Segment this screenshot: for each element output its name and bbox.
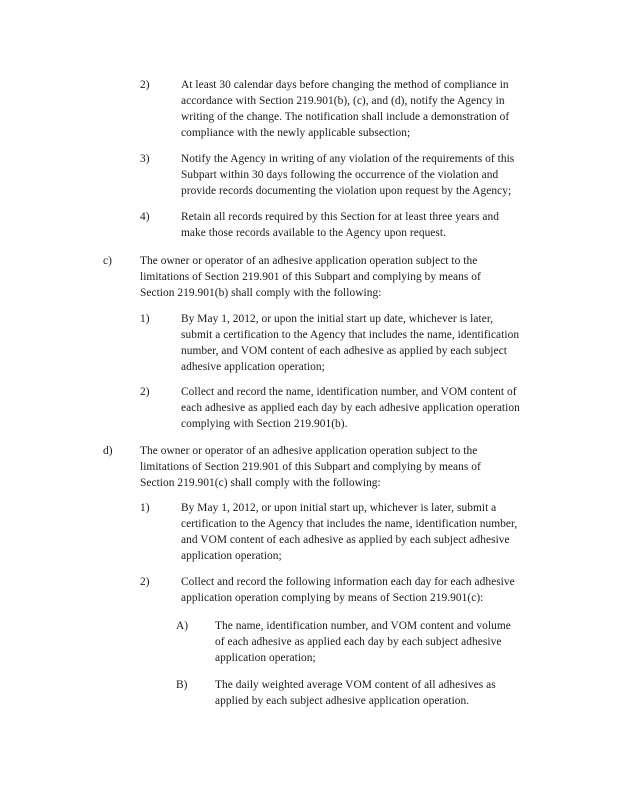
text-line: and VOM content of each adhesive as applied by each subject adhesive (181, 534, 510, 546)
item-marker: c) (103, 255, 112, 267)
text-line: limitations of Section 219.901 of this Subpart and complying by means of (140, 461, 481, 473)
item-text (181, 500, 517, 564)
text-line: make those records available to the Agency upon request. (181, 227, 447, 239)
item-text (181, 77, 509, 141)
item-text (181, 311, 519, 375)
text-line: The name, identification number, and VOM content and volume (215, 620, 511, 632)
text-line: applied by each subject adhesive application operation. (215, 695, 470, 707)
text-line: Section 219.901(c) shall comply with the following: (140, 477, 381, 489)
item-marker: d) (103, 445, 113, 457)
item-marker: 2) (140, 576, 150, 588)
text-line: The owner or operator of an adhesive application operation subject to the (140, 255, 478, 267)
item-text (215, 677, 496, 709)
item-text (181, 574, 515, 606)
text-line: number, and VOM content of each adhesive as applied by each subject (181, 345, 507, 357)
text-line: accordance with Section 219.901(b), (c), and (d), notify the Agency in (181, 95, 505, 107)
text-line: Collect and record the following information each day for each adhesive (181, 576, 515, 588)
item-text (181, 384, 520, 432)
text-line: compliance with the newly applicable subsection; (181, 127, 411, 139)
item-marker: B) (176, 679, 188, 691)
item-marker: 2) (140, 79, 150, 91)
text-line: Notify the Agency in writing of any violation of the requirements of this (181, 153, 515, 165)
text-line: Retain all records required by this Section for at least three years and (181, 211, 499, 223)
item-text (181, 209, 499, 241)
item-marker: A) (176, 620, 189, 632)
text-line: By May 1, 2012, or upon initial start up, whichever is later, submit a (181, 502, 497, 514)
text-line: The daily weighted average VOM content of all adhesives as (215, 679, 496, 691)
text-line: each adhesive as applied each day by each adhesive application operation (181, 402, 520, 414)
item-marker: 2) (140, 386, 150, 398)
text-line: application operation; (215, 652, 316, 664)
text-line: submit a certification to the Agency that includes the name, identification (181, 329, 520, 341)
text-line: By May 1, 2012, or upon the initial start up date, whichever is later, (181, 313, 494, 325)
text-line: application operation complying by means of Section 219.901(c): (181, 592, 484, 604)
text-line: Subpart within 30 days following the occurrence of the violation and (181, 169, 499, 181)
item-marker: 1) (140, 502, 150, 514)
text-line: certification to the Agency that includes the name, identification number, (181, 518, 518, 530)
text-line: provide records documenting the violation upon request by the Agency; (181, 185, 512, 197)
text-line: writing of the change. The notification shall include a demonstration of (181, 111, 510, 123)
text-line: Section 219.901(b) shall comply with the following: (140, 287, 382, 299)
text-line: Collect and record the name, identification number, and VOM content of (181, 386, 517, 398)
item-marker: 1) (140, 313, 150, 325)
text-line: At least 30 calendar days before changing the method of compliance in (181, 79, 509, 91)
item-text (140, 443, 481, 491)
text-line: application operation; (181, 550, 282, 562)
item-text (181, 151, 514, 199)
text-line: limitations of Section 219.901 of this Subpart and complying by means of (140, 271, 481, 283)
item-marker: 3) (140, 153, 150, 165)
text-line: of each adhesive as applied each day by each subject adhesive (215, 636, 502, 648)
item-marker: 4) (140, 211, 150, 223)
text-line: adhesive application operation; (181, 361, 325, 373)
text-line: The owner or operator of an adhesive application operation subject to the (140, 445, 478, 457)
text-line: complying with Section 219.901(b). (181, 418, 348, 430)
item-text (215, 618, 511, 666)
item-text (140, 253, 481, 301)
